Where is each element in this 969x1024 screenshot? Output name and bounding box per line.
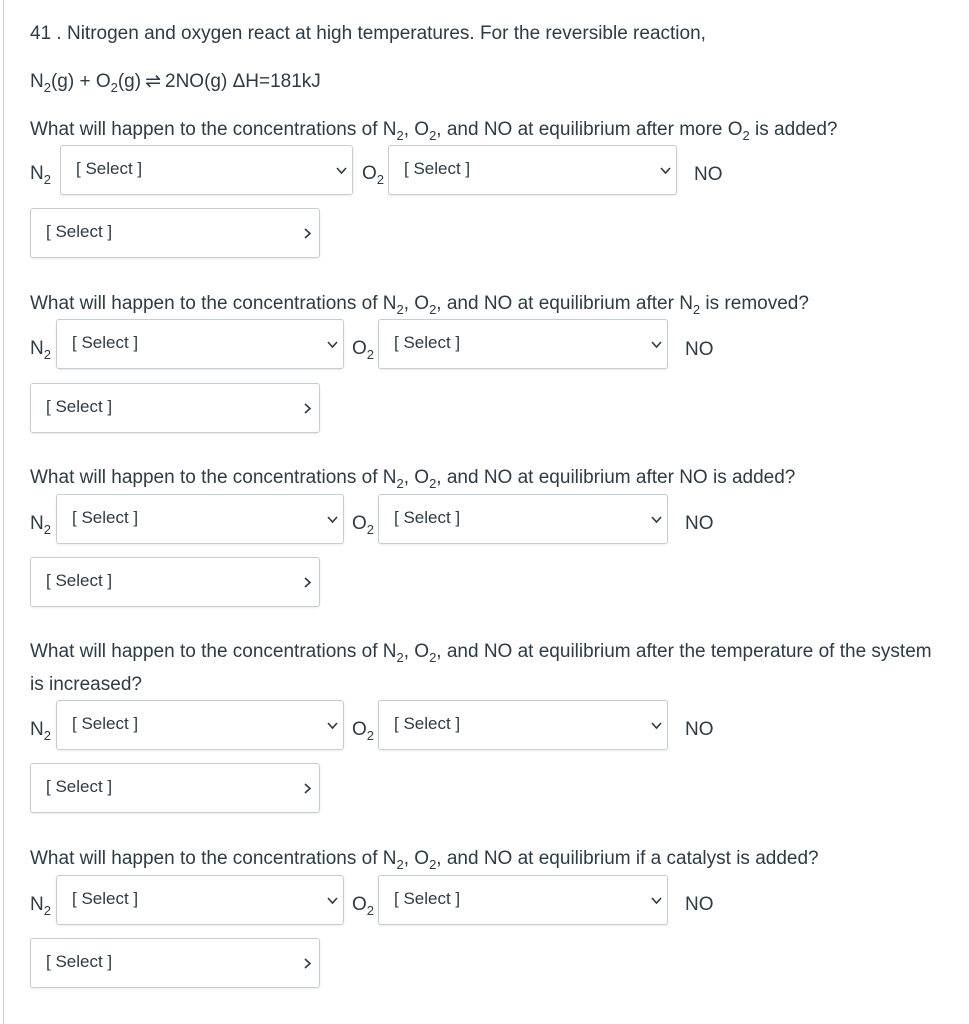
q-prefix: What will happen to the concentrations of N	[30, 641, 397, 662]
select-value: [ Select ]	[72, 333, 139, 352]
eq-g2: (g)	[117, 71, 142, 92]
part-1-o2-select[interactable]	[388, 145, 677, 195]
part-2-no-select[interactable]	[30, 383, 320, 433]
n2-sub: 2	[43, 347, 51, 362]
part-2-n2-select[interactable]	[56, 319, 344, 369]
q-tail: if a catalyst is added?	[635, 848, 819, 869]
q-sub: 2	[692, 302, 701, 317]
n2-label	[30, 718, 51, 743]
n2-text: N	[30, 894, 44, 915]
q-mid2: , and NO at equilibrium	[436, 293, 636, 314]
part-5-no-select[interactable]	[30, 938, 320, 988]
chevron-down-icon	[651, 897, 662, 905]
q-sub: 2	[396, 650, 404, 665]
o2-sub: 2	[376, 172, 385, 187]
q-mid2: , and NO at equilibrium	[436, 467, 636, 488]
q-prefix: What will happen to the concentrations of N	[30, 293, 397, 314]
no-label: NO	[685, 339, 714, 360]
reaction-equation	[30, 70, 321, 95]
q-sub: 2	[396, 476, 404, 491]
n2-sub: 2	[43, 903, 51, 918]
select-value: [ Select ]	[394, 333, 461, 352]
question-intro-text: Nitrogen and oxygen react at high temperatures. For the reversible reaction,	[66, 23, 706, 44]
part-3-no-select[interactable]	[30, 557, 320, 607]
no-label: NO	[685, 513, 714, 534]
chevron-down-icon	[660, 167, 671, 175]
part-3-o2-select[interactable]	[378, 494, 668, 544]
part-4-question	[30, 636, 940, 701]
n2-text: N	[30, 513, 44, 534]
o2-sub: 2	[366, 522, 375, 537]
o2-label	[362, 162, 384, 187]
chevron-right-icon	[304, 228, 312, 239]
n2-sub: 2	[43, 172, 51, 187]
select-value: [ Select ]	[72, 714, 139, 733]
o2-label	[352, 337, 374, 362]
part-5-n2-select[interactable]	[56, 875, 344, 925]
question-number: 41 .	[30, 23, 67, 44]
q-mid1: , O	[403, 293, 430, 314]
q-mid1: , O	[403, 641, 430, 662]
select-value: [ Select ]	[394, 889, 461, 908]
chevron-down-icon	[327, 341, 338, 349]
eq-n: N	[30, 71, 44, 92]
part-5-o2-select[interactable]	[378, 875, 668, 925]
q-tail-end: is removed?	[700, 293, 809, 314]
o2-text: O	[352, 513, 367, 534]
q-mid2: , and NO at equilibrium	[436, 119, 636, 140]
n2-label	[30, 893, 51, 918]
select-value: [ Select ]	[394, 714, 461, 733]
part-2-o2-select[interactable]	[378, 319, 668, 369]
select-value: [ Select ]	[72, 508, 139, 527]
chevron-right-icon	[304, 783, 312, 794]
o2-label	[352, 893, 374, 918]
part-1-n2-select[interactable]	[60, 145, 353, 195]
part-3-n2-select[interactable]	[56, 494, 344, 544]
n2-label	[30, 512, 51, 537]
select-value: [ Select ]	[46, 397, 113, 416]
chevron-right-icon	[304, 403, 312, 414]
q-sub: 2	[429, 476, 437, 491]
q-sub: 2	[396, 857, 404, 872]
q-prefix: What will happen to the concentrations of N	[30, 119, 397, 140]
chevron-down-icon	[336, 167, 347, 175]
select-value: [ Select ]	[404, 159, 471, 178]
equilibrium-arrow-icon: ⇌	[145, 71, 162, 92]
part-1-question	[30, 118, 837, 143]
select-value: [ Select ]	[46, 777, 113, 796]
chevron-down-icon	[651, 722, 662, 730]
o2-label	[352, 718, 374, 743]
o2-sub: 2	[366, 728, 375, 743]
n2-sub: 2	[43, 522, 51, 537]
o2-text: O	[352, 894, 367, 915]
chevron-right-icon	[304, 958, 312, 969]
chevron-down-icon	[651, 341, 662, 349]
select-value: [ Select ]	[46, 952, 113, 971]
o2-label	[352, 512, 374, 537]
q-tail-end: is added?	[749, 119, 838, 140]
q-sub: 2	[429, 302, 437, 317]
q-sub: 2	[429, 857, 437, 872]
part-3-question	[30, 466, 795, 491]
part-1-no-select[interactable]	[30, 208, 320, 258]
n2-sub: 2	[43, 728, 51, 743]
o2-text: O	[352, 338, 367, 359]
eq-g1: (g) + O	[50, 71, 111, 92]
q-mid2: , and NO at equilibrium	[436, 641, 636, 662]
select-value: [ Select ]	[76, 159, 143, 178]
o2-text: O	[352, 719, 367, 740]
eq-sub: 2	[110, 80, 118, 95]
select-value: [ Select ]	[46, 222, 113, 241]
no-label: NO	[694, 164, 723, 185]
eq-sub: 2	[43, 80, 51, 95]
select-value: [ Select ]	[394, 508, 461, 527]
q-sub: 2	[429, 650, 437, 665]
no-label: NO	[685, 719, 714, 740]
chevron-down-icon	[327, 722, 338, 730]
chevron-right-icon	[304, 577, 312, 588]
o2-sub: 2	[366, 903, 375, 918]
q-tail: after NO is added?	[635, 467, 796, 488]
q-sub: 2	[429, 128, 437, 143]
q-sub: 2	[396, 302, 404, 317]
n2-label	[30, 337, 51, 362]
chevron-down-icon	[327, 897, 338, 905]
select-value: [ Select ]	[72, 889, 139, 908]
q-mid1: , O	[403, 467, 430, 488]
q-prefix: What will happen to the concentrations of N	[30, 467, 397, 488]
q-sub: 2	[742, 128, 750, 143]
q-tail: after N	[635, 293, 693, 314]
part-4-o2-select[interactable]	[378, 700, 668, 750]
select-value: [ Select ]	[46, 571, 113, 590]
n2-label	[30, 162, 51, 187]
part-4-no-select[interactable]	[30, 763, 320, 813]
question-intro	[30, 22, 706, 46]
n2-text: N	[30, 163, 44, 184]
q-prefix: What will happen to the concentrations of N	[30, 848, 397, 869]
chevron-down-icon	[651, 516, 662, 524]
n2-text: N	[30, 719, 44, 740]
q-sub: 2	[396, 128, 404, 143]
q-mid1: , O	[403, 119, 430, 140]
o2-sub: 2	[366, 347, 375, 362]
q-tail: after more O	[635, 119, 743, 140]
o2-text: O	[362, 163, 377, 184]
q-tail: after the temperature of the system is increased?	[30, 641, 932, 695]
part-4-n2-select[interactable]	[56, 700, 344, 750]
content-frame-border	[3, 0, 4, 1024]
q-mid2: , and NO at equilibrium	[436, 848, 636, 869]
chevron-down-icon	[327, 516, 338, 524]
part-2-question	[30, 292, 809, 317]
no-label: NO	[685, 894, 714, 915]
n2-text: N	[30, 338, 44, 359]
eq-rest: 2NO(g) ΔH=181kJ	[165, 71, 321, 92]
q-mid1: , O	[403, 848, 430, 869]
part-5-question	[30, 847, 819, 872]
